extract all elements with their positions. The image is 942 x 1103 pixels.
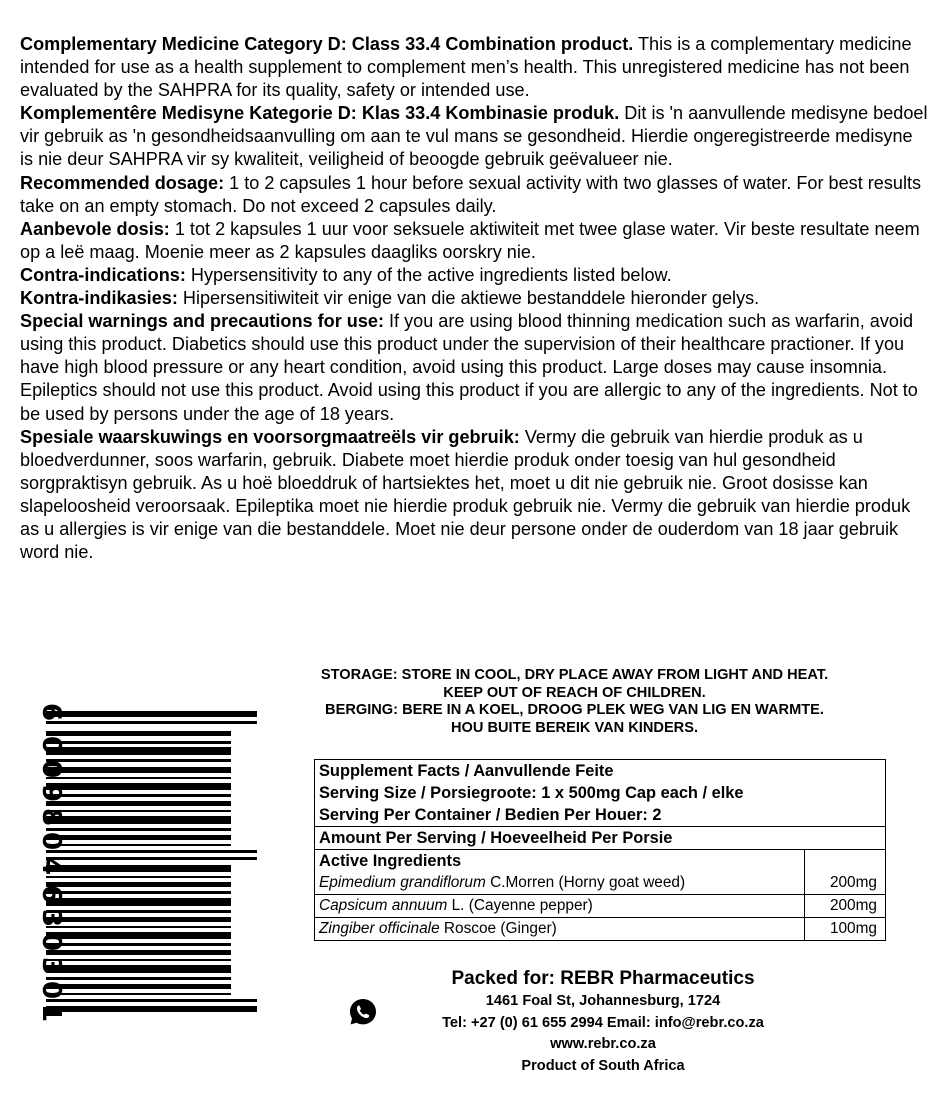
- product-origin: Product of South Africa: [521, 1057, 685, 1074]
- facts-servings-per-container: Serving Per Container / Bedien Per Houer: 2: [319, 806, 662, 824]
- body-warnings-en: If you are using blood thinning medication such as warfarin, avoid using this product. Diabetics should use this product under the supervision of their healthcare practioner. If you have high blood pressure or any heart condition, avoid using this product. Large doses may cause insomnia. Epileptics should not use this product. Avoid using this product if you are allergic to any of the ingredients. Not to be used by persons under the age of 18 years.: [20, 311, 918, 424]
- barcode-bar: [46, 865, 231, 872]
- heading-contra-af: Kontra-indikasies:: [20, 288, 178, 309]
- barcode-bar: [46, 810, 231, 812]
- heading-warnings-en: Special warnings and precautions for use:: [20, 311, 384, 332]
- facts-active-heading-amount-cell: [805, 850, 885, 872]
- barcode-digit: 0: [36, 736, 66, 755]
- barcode-bar: [46, 828, 231, 831]
- barcode-bar: [46, 794, 231, 797]
- ingredient-name: [315, 918, 805, 940]
- barcode-bar: [46, 801, 231, 806]
- barcode-bar: [46, 891, 231, 894]
- ingredient-common-name: Roscoe (Ginger): [439, 920, 557, 937]
- barcode-bar: [46, 993, 231, 995]
- barcode-bar: [46, 959, 231, 961]
- paragraph-category-af: [20, 102, 930, 171]
- ingredient-row: [315, 918, 885, 940]
- barcode-bar: [46, 882, 231, 887]
- barcode-digit: 0: [36, 832, 66, 851]
- facts-amount-row: [315, 827, 885, 850]
- barcode-bar: [46, 1006, 257, 1012]
- barcode-bar: [46, 850, 257, 853]
- ingredient-latin-name: Epimedium grandiflorum: [319, 874, 486, 891]
- barcode-bar: [46, 844, 231, 846]
- barcode-digit: 9: [36, 784, 66, 803]
- product-label-text: [20, 33, 930, 564]
- supplement-facts-table: [314, 759, 886, 941]
- paragraph-contra-af: [20, 287, 930, 310]
- barcode-bar: [46, 783, 231, 790]
- barcode-digits: [36, 703, 66, 1022]
- heading-dosage-en: Recommended dosage:: [20, 172, 225, 193]
- barcode-bar: [46, 876, 231, 878]
- barcode-digit: 4: [36, 857, 66, 876]
- ingredient-common-name: C.Morren (Horny goat weed): [485, 874, 686, 891]
- barcode-bar: [46, 898, 231, 906]
- ingredient-amount: 200mg: [829, 897, 877, 914]
- body-warnings-af: Vermy die gebruik van hierdie produk as u bloedverdunner, soos warfarin, gebruik. Diabete moet hierdie produk onder toesig van hul gesondheid sorgpraktisyn gebruik. As u hoë bloeddruk of hartsiektes het, moet u dit nie gebruik nie. Groot dosisse kan slapeloosheid veroorsaak. Epileptika moet nie hierdie produk gebruik nie. Vermy die gebruik van hierdie produk as u allergies is vir enige van die bestanddele. Moet nie deur persone onder de ouderdom van 18 jaar gebruik word nie.: [20, 426, 911, 563]
- body-dosage-af: 1 tot 2 kapsules 1 uur voor seksuele aktiwiteit met twee glase water. Vir beste resultate neem op a leë maag. Moenie meer as 2 kapsules daagliks oorskry nie.: [20, 218, 920, 262]
- facts-active-heading-row: [315, 850, 885, 872]
- ingredient-amount: 100mg: [829, 920, 877, 937]
- ingredient-common-name: L. (Cayenne pepper): [447, 897, 593, 914]
- barcode-bar: [46, 926, 231, 928]
- paragraph-category-en: [20, 33, 930, 102]
- barcode-bar: [46, 767, 231, 773]
- ingredient-row: [315, 895, 885, 918]
- ingredient-name: [315, 872, 805, 894]
- facts-header-group: [315, 760, 885, 827]
- packed-for-title: Packed for: REBR Pharmaceutics: [451, 968, 755, 989]
- heading-category-af: Komplementêre Medisyne Kategorie D: Klas 33.4 Kombinasie produk.: [20, 103, 620, 124]
- company-contact: Tel: +27 (0) 61 655 2994 Email: info@rebr.co.za: [442, 1014, 764, 1031]
- facts-amount-per-serving: Amount Per Serving / Hoeveelheid Per Porsie: [319, 829, 673, 847]
- paragraph-warnings-af: [20, 426, 930, 565]
- barcode-digit: 1: [36, 1004, 66, 1023]
- body-contra-af: Hipersensitiwiteit vir enige van die aktiewe bestanddele hieronder gelys.: [177, 288, 760, 309]
- storage-children-af: HOU BUITE BEREIK VAN KINDERS.: [450, 719, 699, 736]
- barcode-bar: [46, 857, 257, 860]
- ingredient-amount: 200mg: [829, 874, 877, 891]
- barcode-bar: [46, 943, 231, 946]
- paragraph-dosage-en: [20, 172, 930, 218]
- storage-children-en: KEEP OUT OF REACH OF CHILDREN.: [443, 684, 706, 701]
- barcode-digit: 6: [36, 885, 66, 904]
- facts-active-heading-cell: [315, 850, 805, 872]
- barcode-bar: [46, 977, 231, 980]
- barcode-digit: 6: [36, 703, 66, 722]
- barcode-bar: [46, 917, 231, 922]
- barcode-bar: [46, 721, 257, 724]
- paragraph-warnings-en: [20, 310, 930, 425]
- barcode-digit: 0: [36, 760, 66, 779]
- facts-serving-size: Serving Size / Porsiegroote: 1 x 500mg Cap each / elke: [319, 784, 744, 802]
- heading-warnings-af: Spesiale waarskuwings en voorsorgmaatreëls vir gebruik:: [20, 426, 520, 447]
- ingredient-name: [315, 895, 805, 917]
- barcode: [12, 697, 257, 1027]
- barcode-bar: [46, 741, 231, 744]
- barcode-bar: [46, 759, 231, 762]
- barcode-bar: [46, 835, 231, 840]
- barcode-bar: [46, 711, 257, 717]
- facts-title: Supplement Facts / Aanvullende Feite: [319, 762, 614, 780]
- heading-contra-en: Contra-indications:: [20, 264, 186, 285]
- ingredient-latin-name: Capsicum annuum: [319, 897, 448, 914]
- heading-category-en: Complementary Medicine Category D: Class 33.4 Combination product.: [20, 34, 634, 54]
- barcode-bar: [46, 950, 231, 955]
- body-contra-en: Hypersensitivity to any of the active ingredients listed below.: [185, 264, 672, 285]
- ingredient-row: [315, 872, 885, 895]
- company-website: www.rebr.co.za: [550, 1036, 656, 1052]
- ingredient-latin-name: Zingiber officinale: [319, 920, 440, 937]
- barcode-digit: 8: [36, 808, 66, 827]
- barcode-bar: [46, 777, 231, 779]
- packed-for-info: [338, 966, 868, 1077]
- barcode-digit: 3: [36, 957, 66, 976]
- heading-dosage-af: Aanbevole dosis:: [20, 218, 170, 239]
- barcode-bars: [46, 711, 257, 1012]
- barcode-bar: [46, 731, 231, 736]
- barcode-bar: [46, 816, 231, 824]
- barcode-digit: 0: [36, 933, 66, 952]
- storage-line-en: STORAGE: STORE IN COOL, DRY PLACE AWAY FROM LIGHT AND HEAT.: [320, 667, 829, 683]
- storage-line-af: BERGING: BERE IN A KOEL, DROOG PLEK WEG VAN LIG EN WARMTE.: [325, 702, 824, 719]
- company-address: 1461 Foal St, Johannesburg, 1724: [485, 993, 721, 1009]
- paragraph-contra-en: [20, 264, 930, 287]
- whatsapp-icon: [348, 997, 378, 1027]
- barcode-bar: [46, 747, 231, 755]
- barcode-digit: 0: [36, 981, 66, 1000]
- barcode-bar: [46, 965, 231, 973]
- barcode-bar: [46, 910, 231, 913]
- paragraph-dosage-af: [20, 218, 930, 264]
- facts-active-heading: Active Ingredients: [319, 852, 462, 870]
- body-category-af: Dit is 'n aanvullende medisyne bedoel vir gebruik as 'n gesondheidsaanvulling om aan te vul mans se gesondheid. Hierdie ongeregistreerde medisyne is nie deur SAHPRA vir sy kwaliteit, veiligheid of beoogde gebruik geëvalueer nie.: [20, 103, 928, 170]
- barcode-bar: [46, 999, 257, 1002]
- body-dosage-en: 1 to 2 capsules 1 hour before sexual activity with two glasses of water. For best results take on an empty stomach. Do not exceed 2 capsules daily.: [20, 172, 922, 216]
- storage-instructions: [262, 667, 887, 737]
- barcode-bar: [46, 984, 231, 989]
- barcode-bar: [46, 932, 231, 939]
- barcode-digit: 3: [36, 909, 66, 928]
- body-category-en: This is a complementary medicine intended for use as a health supplement to complement men’s health. This unregistered medicine has not been evaluated by the SAHPRA for its quality, safety or intended use.: [20, 34, 912, 101]
